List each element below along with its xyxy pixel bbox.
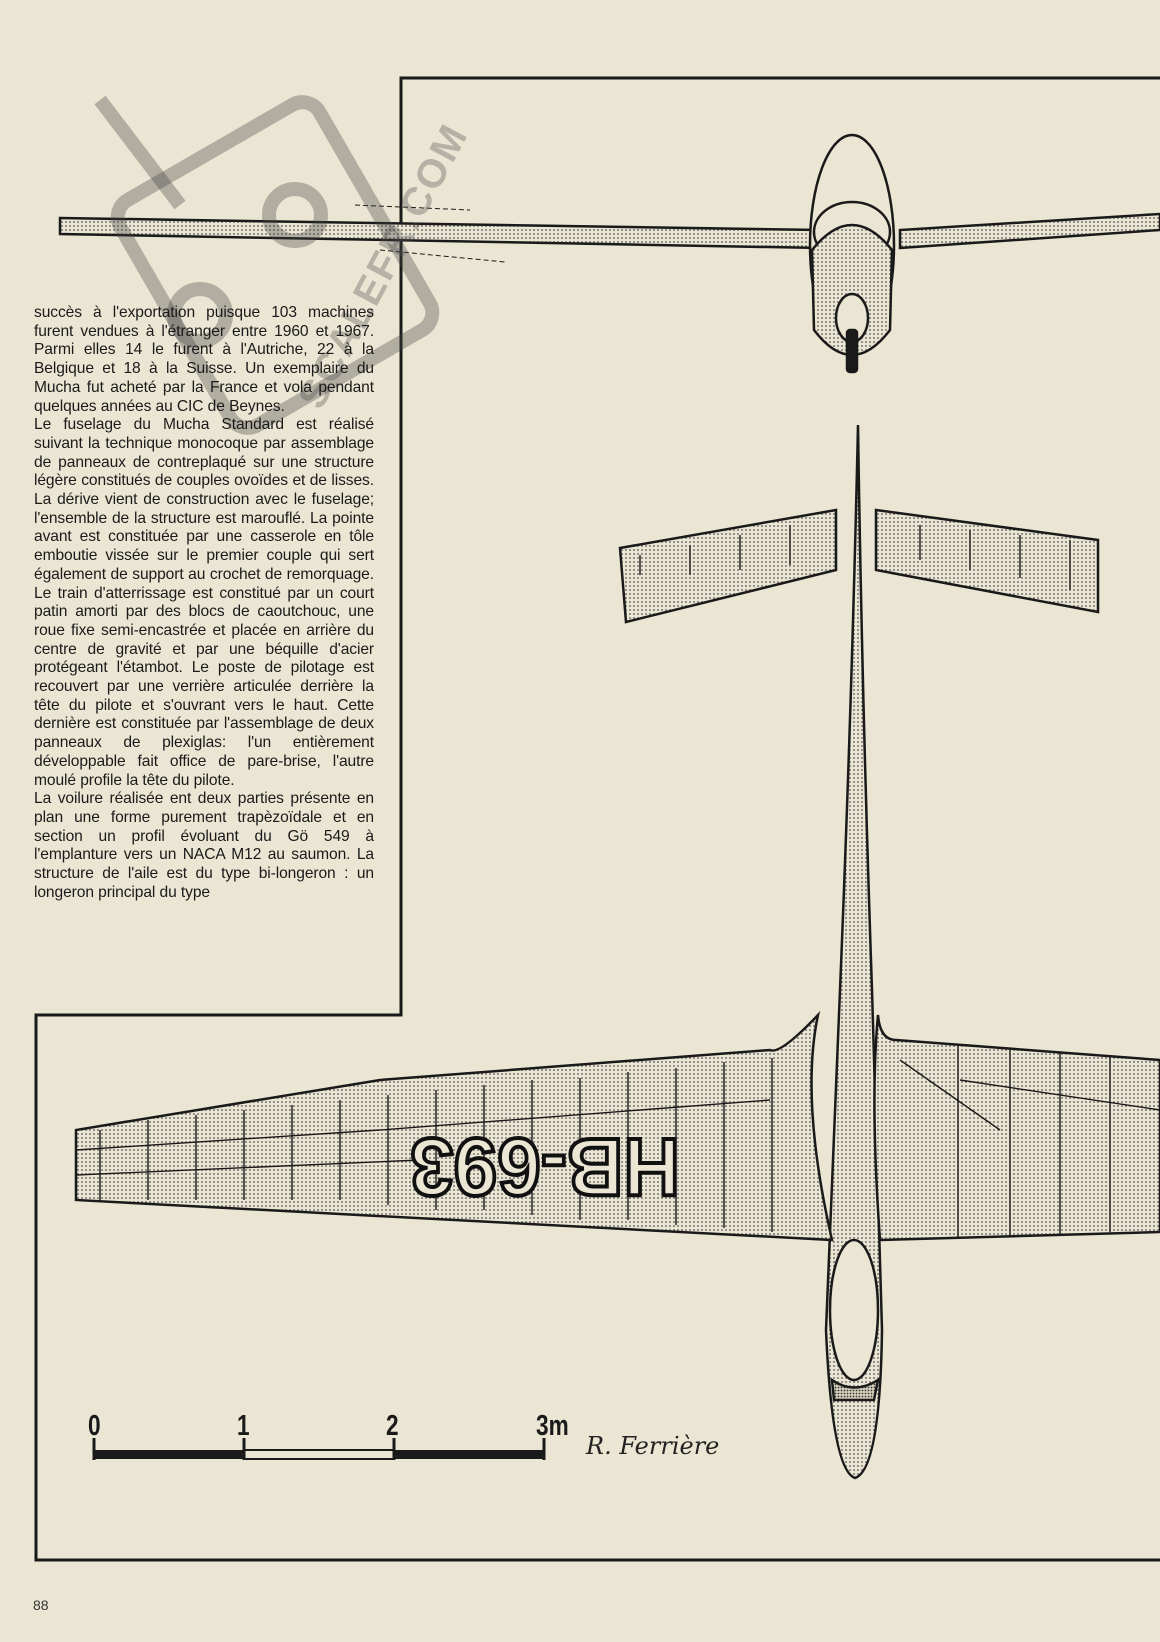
left-stabilizer: [620, 510, 836, 622]
scale-label-0: 0: [88, 1410, 101, 1442]
article-text: [34, 304, 374, 903]
scale-label-1: 1: [237, 1410, 250, 1442]
registration-text: HB-693: [410, 1121, 680, 1212]
registration-marking: [410, 1121, 680, 1212]
article-paragraph-3: La voilure réalisée ent deux parties présente en plan une forme purement trapèzoïdale et en section un profil évoluant du Gö 549 à l'emplanture vers un NACA M12 au saumon. La structure de l'aile est du type bi-longeron : un longeron principal du type: [34, 790, 374, 901]
artist-signature: R. Ferrière: [586, 1432, 720, 1460]
scale-label-2: 2: [386, 1410, 399, 1442]
article-paragraph-1: succès à l'exportation puisque 103 machines furent vendues à l'étranger entre 1960 et 1967. Parmi elles 14 le furent à l'Autriche, 22 à la Belgique et 18 à la Suisse. Un exemplaire du Mucha fut acheté par la France et vola pendant quelques années au CIC de Beynes.: [34, 304, 374, 415]
scale-bar: [94, 1438, 544, 1460]
front-view-skid: [847, 330, 857, 372]
right-stabilizer: [876, 510, 1098, 612]
article-paragraph-2: Le fuselage du Mucha Standard est réalisé suivant la technique monocoque par assemblage de panneaux de contreplaqué sur une structure légère constitués de couples ovoïdes et de lisses. La dérive vient de construction avec le fuselage; l'ensemble de la structure est marouflé. La pointe avant est constituée par une casserole en tôle emboutie vissée sur le premier couple qui sert également de support au crochet de remorquage. Le train d'atterrissage est constitué par un court patin amorti par des blocs de caoutchouc, une roue fixe semi-encastrée et placée en arrière du centre de gravité et par une béquille d'acier protégeant l'étambot. Le poste de pilotage est recouvert par une verrière articulée derrière la tête du pilote et s'ouvrant vers le haut. Cette dernière est constituée par l'assemblage de deux panneaux de plexiglas: l'un entièrement développable fait office de pare-brise, l'autre moulé profile la tête du pilote.: [34, 416, 374, 789]
canopy: [830, 1240, 878, 1380]
right-wing: [874, 1015, 1160, 1240]
scale-label-3m: 3m: [536, 1410, 569, 1442]
page-number: 88: [33, 1597, 49, 1613]
watermark-text: SCALEFR.COM: [290, 116, 477, 416]
